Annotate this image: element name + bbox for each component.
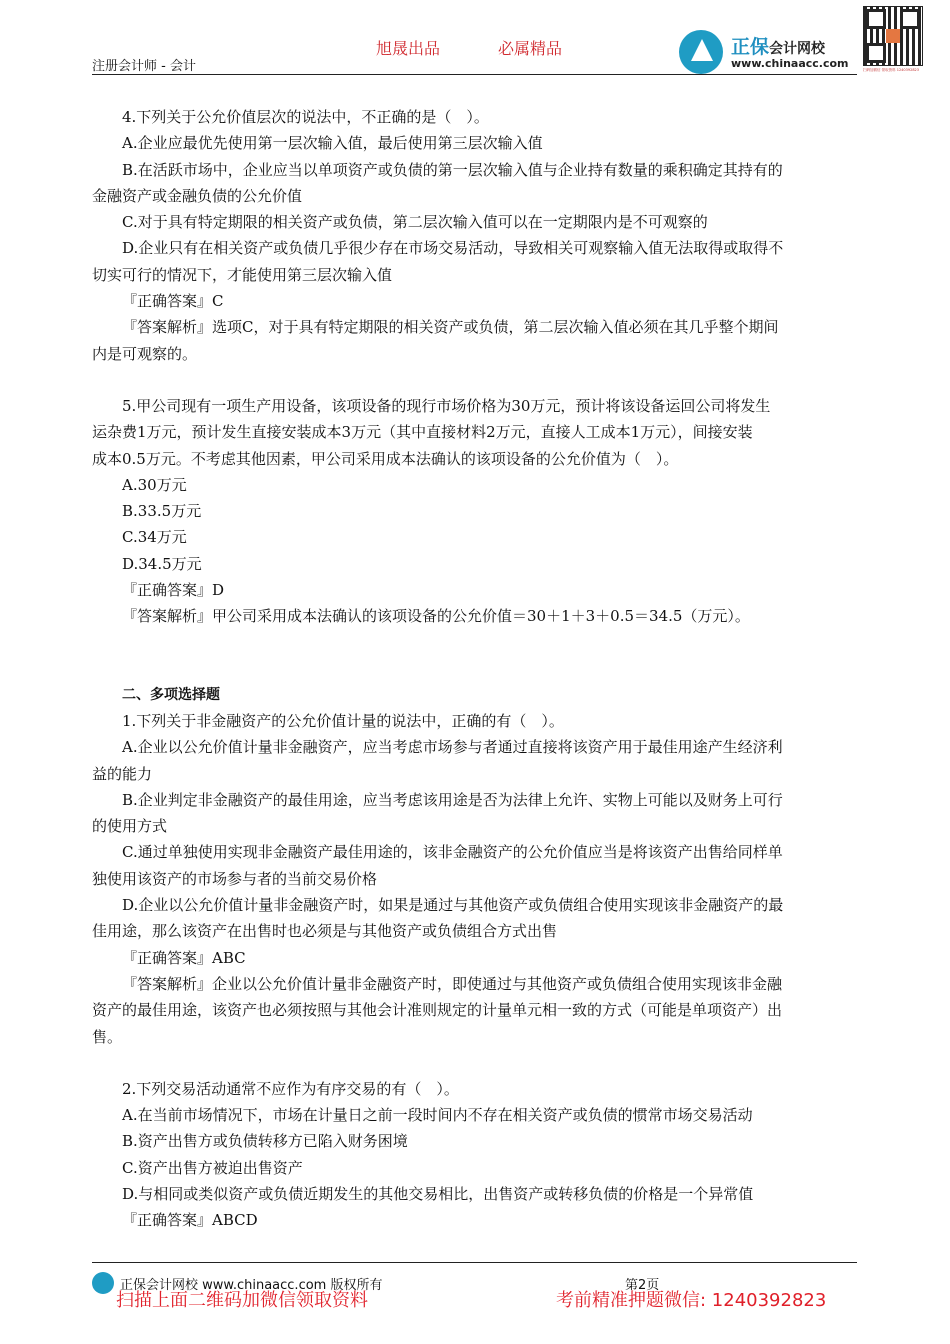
text-line: 资产的最佳用途，该资产也必须按照与其他会计准则规定的计量单元相一致的方式（可能是单项资产）出 — [92, 1001, 783, 1020]
text-line: 切实可行的情况下，才能使用第三层次输入值 — [92, 265, 393, 284]
text-line: D.与相同或类似资产或负债近期发生的其他交易相比，出售资产或转移负债的价格是一个异常值 — [122, 1184, 754, 1203]
text-line: B.33.5万元 — [122, 502, 202, 521]
promo-right: 考前精准押题微信: 1240392823 — [556, 1290, 827, 1311]
text-line: 1.下列关于非金融资产的公允价值计量的说法中，正确的有（ ）。 — [122, 711, 564, 730]
logo-mark-icon — [679, 30, 723, 74]
header-divider — [92, 74, 857, 75]
text-line: 『正确答案』C — [122, 292, 224, 311]
text-line: C.对于具有特定期限的相关资产或负债，第二层次输入值可以在一定期限内是不可观察的 — [122, 213, 708, 232]
text-line: B.在活跃市场中，企业应当以单项资产或负债的第一层次输入值与企业持有数量的乘积确定其持有的 — [122, 160, 783, 179]
text-line: B.企业判定非金融资产的最佳用途，应当考虑该用途是否为法律上允许、实物上可能以及财务上可行 — [122, 790, 783, 809]
text-line: 运杂费1万元，预计发生直接安装成本3万元（其中直接材料2万元，直接人工成本1万元），间接安装 — [92, 423, 753, 442]
logo-brand: 正保会计网校 — [731, 36, 826, 58]
footer-logo-icon — [92, 1272, 114, 1294]
text-line: 内是可观察的。 — [92, 344, 198, 363]
slogan-right: 必属精品 — [498, 39, 563, 58]
text-line: 佳用途，那么该资产在出售时也必须是与其他资产或负债组合方式出售 — [92, 922, 558, 941]
footer-copyright: 正保会计网校 www.chinaacc.com 版权所有 — [120, 1278, 383, 1293]
text-line: C.资产出售方被迫出售资产 — [122, 1158, 303, 1177]
chinaacc-logo — [679, 30, 859, 76]
text-line: 二、多项选择题 — [122, 686, 220, 703]
promo-left: 扫描上面二维码加微信领取资料 — [116, 1290, 368, 1311]
text-line: 成本0.5万元。不考虑其他因素，甲公司采用成本法确认的该项设备的公允价值为（ ）。 — [92, 449, 679, 468]
text-line: A.30万元 — [122, 475, 187, 494]
text-line: 『答案解析』企业以公允价值计量非金融资产时，即使通过与其他资产或负债组合使用实现该非金融 — [122, 974, 783, 993]
spacer — [92, 1050, 859, 1076]
text-line: C.通过单独使用实现非金融资产最佳用途的，该非金融资产的公允价值应当是将该资产出售给同样单 — [122, 843, 783, 862]
text-line: A.企业应最优先使用第一层次输入值，最后使用第三层次输入值 — [122, 134, 543, 153]
text-line: 售。 — [92, 1027, 123, 1046]
text-line: 的使用方式 — [92, 817, 168, 836]
qr-code — [863, 6, 923, 90]
text-line: 益的能力 — [92, 764, 153, 783]
text-line: 『正确答案』D — [122, 581, 225, 600]
page-number: 第2页 — [625, 1278, 660, 1293]
text-line: A.企业以公允价值计量非金融资产，应当考虑市场参与者通过直接将该资产用于最佳用途产生经济利 — [122, 738, 783, 757]
text-line: 独使用该资产的市场参与者的当前交易价格 — [92, 869, 378, 888]
logo-url: www.chinaacc.com — [731, 57, 849, 70]
text-line: C.34万元 — [122, 528, 187, 547]
text-line: 『正确答案』ABC — [122, 948, 246, 967]
footer-divider — [92, 1262, 857, 1263]
text-line: D.企业以公允价值计量非金融资产时，如果是通过与其他资产或负债组合使用实现该非金融资产的最 — [122, 896, 784, 915]
text-line: 『答案解析』选项C，对于具有特定期限的相关资产或负债，第二层次输入值必须在其几乎整个期间 — [122, 318, 779, 337]
qr-code-icon — [863, 6, 923, 66]
text-line: 『答案解析』甲公司采用成本法确认的该项设备的公允价值＝30＋1＋3＋0.5＝34.5（万元）。 — [122, 607, 750, 626]
slogan-left: 旭晟出品 — [376, 39, 441, 58]
text-line: 『正确答案』ABCD — [122, 1211, 258, 1230]
text-line: A.在当前市场情况下，市场在计量日之前一段时间内不存在相关资产或负债的惯常市场交易活动 — [122, 1106, 753, 1125]
text-line: 5.甲公司现有一项生产用设备，该项设备的现行市场价格为30万元，预计将该设备运回公司将发生 — [122, 396, 771, 415]
text-line: 金融资产或金融负债的公允价值 — [92, 186, 303, 205]
qr-caption: 扫码加微信 领取资料 1240392823 — [863, 68, 919, 72]
course-title: 注册会计师 - 会计 — [92, 59, 196, 74]
document-body — [92, 104, 859, 1234]
text-line: D.企业只有在相关资产或负债几乎很少存在市场交易活动，导致相关可观察输入值无法取得或取得不 — [122, 239, 784, 258]
text-line: D.34.5万元 — [122, 554, 202, 573]
text-line: B.资产出售方或负债转移方已陷入财务困境 — [122, 1132, 408, 1151]
text-line: 4.下列关于公允价值层次的说法中，不正确的是（ ）。 — [122, 108, 489, 126]
spacer — [92, 367, 859, 393]
spacer — [92, 656, 859, 682]
spacer — [92, 630, 859, 656]
text-line: 2.下列交易活动通常不应作为有序交易的有（ ）。 — [122, 1079, 459, 1098]
